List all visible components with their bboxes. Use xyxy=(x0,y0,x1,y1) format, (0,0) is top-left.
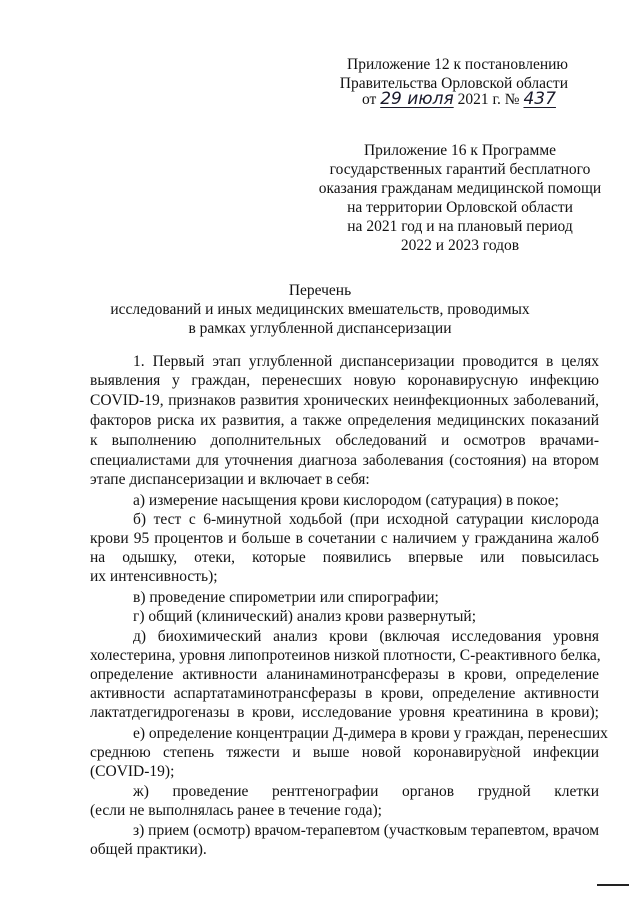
body-line: (COVID-19); xyxy=(90,763,175,780)
title-line: в рамках углубленной диспансеризации xyxy=(188,320,452,337)
body-line: д) биохимический анализ крови (включая исследования уровня xyxy=(133,628,599,645)
handwritten-date: 29 июля xyxy=(380,89,454,109)
body-line: ж) проведение рентгенографии органов грудной клетки xyxy=(133,783,599,800)
year-text: 2021 г. № xyxy=(457,91,520,108)
body-line: б) тест с 6-минутной ходьбой (при исходной сатурации кислорода xyxy=(133,511,599,528)
body-line: среднюю степень тяжести и выше новой коронавирусной инфекции xyxy=(90,744,599,761)
body-line: е) определение концентрации Д-димера в крови у граждан, перенесших xyxy=(133,725,608,742)
body-line: лактатдегидрогеназы в крови, исследование уровня креатинина в крови); xyxy=(90,704,599,721)
government-line: Правительства Орловской области xyxy=(339,75,568,92)
body-line: (если не выполнялась ранее в течение года); xyxy=(90,802,382,819)
body-line: факторов риска их развития, а также определения медицинских показаний xyxy=(90,412,599,429)
program-line: государственных гарантий бесплатного xyxy=(329,161,591,178)
body-line: на одышку, отеки, которые появились впервые или повысилась xyxy=(90,549,599,566)
body-line: г) общий (клинический) анализ крови развернутый; xyxy=(133,608,477,625)
body-line: этапе диспансеризации и включает в себя: xyxy=(90,471,370,488)
title-line: Перечень xyxy=(288,282,352,299)
appendix-12-line: Приложение 12 к постановлению xyxy=(347,56,568,73)
body-line: к выполнению дополнительных обследований и осмотров врачами- xyxy=(90,432,599,449)
page-edge-mark xyxy=(597,884,629,886)
body-line: выявления у граждан, перенесших новую коронавирусную инфекцию xyxy=(90,372,599,389)
body-line: а) измерение насыщения крови кислородом (сатурация) в покое; xyxy=(133,492,559,509)
program-line: оказания гражданам медицинской помощи xyxy=(318,180,602,197)
body-line: активности аспартатаминотрансферазы в крови, определение активности xyxy=(90,685,599,702)
body-line: определение активности аланинаминотрансферазы в крови, определение xyxy=(90,666,599,683)
body-line: в) проведение спирометрии или спирографии; xyxy=(133,589,439,606)
body-line: холестерина, уровня липопротеинов низкой плотности, С-реактивного белка, xyxy=(90,647,601,664)
body-line: COVID-19, признаков развития хронических неинфекционных заболеваний, xyxy=(90,392,599,409)
program-line: на 2021 год и на плановый период xyxy=(347,218,573,235)
date-line xyxy=(362,90,556,109)
date-prefix: от xyxy=(362,91,377,108)
body-line: крови 95 процентов и больше в сочетании с наличием у гражданина жалоб xyxy=(90,530,599,547)
body-line: з) прием (осмотр) врачом-терапевтом (участковым терапевтом, врачом xyxy=(133,822,600,839)
program-line: Приложение 16 к Программе xyxy=(363,142,557,159)
handwritten-number: 437 xyxy=(523,89,556,109)
program-line: 2022 и 2023 годов xyxy=(400,237,520,254)
body-line: специалистами для уточнения диагноза заболевания (состояния) на втором xyxy=(90,452,599,469)
body-line: общей практики). xyxy=(90,841,207,858)
body-line: 1. Первый этап углубленной диспансеризации проводится в целях xyxy=(133,353,599,370)
title-line: исследований и иных медицинских вмешательств, проводимых xyxy=(110,301,530,318)
body-line: их интенсивность); xyxy=(90,568,218,585)
program-line: на территории Орловской области xyxy=(347,199,573,216)
